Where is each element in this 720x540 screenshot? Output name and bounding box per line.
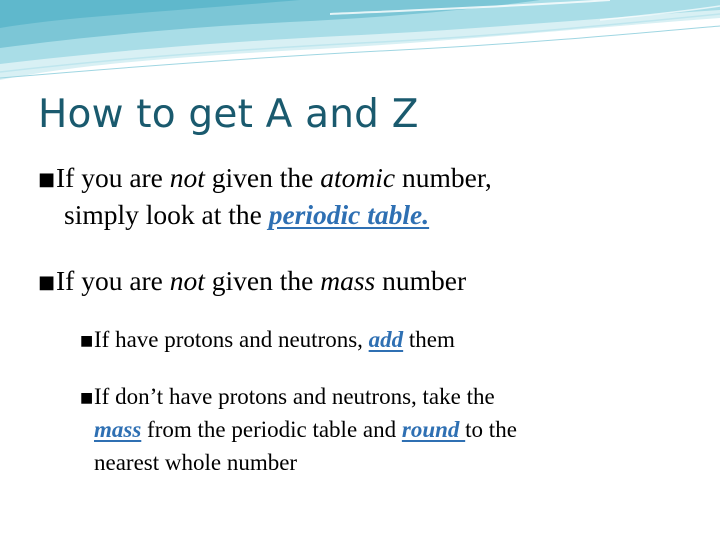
sub-bullet-text: nearest whole number xyxy=(94,450,298,475)
sub-bullet-text: If have protons and neutrons, xyxy=(94,327,369,352)
sub-bullet-text: them xyxy=(403,327,455,352)
mass-link[interactable]: mass xyxy=(94,417,142,442)
sub-bullet-text: If don’t have protons and neutrons, take the xyxy=(94,384,495,409)
bullet-text: simply look at the xyxy=(64,199,269,230)
sub-bullet-add xyxy=(80,323,455,358)
bullet-square-icon: ■ xyxy=(38,271,56,293)
bullet-text: If you are xyxy=(56,162,170,193)
sub-bullet-round-line2 xyxy=(94,413,517,446)
header-wave-decoration xyxy=(0,0,720,90)
bullet-atomic-number-line2 xyxy=(64,198,429,232)
sub-bullet-text: to the xyxy=(465,417,517,442)
bullet-text: number, xyxy=(395,162,492,193)
bullet-square-icon: ■ xyxy=(38,168,56,190)
periodic-table-link[interactable]: periodic table. xyxy=(268,199,430,230)
bullet-mass-number xyxy=(38,264,466,300)
bullet-text: given the xyxy=(204,265,321,296)
bullet-text: If you are xyxy=(56,265,170,296)
emphasis-atomic: atomic xyxy=(320,162,396,193)
slide-title: How to get A and Z xyxy=(38,92,419,137)
bullet-text: number xyxy=(375,265,467,296)
emphasis-mass: mass xyxy=(320,265,376,296)
sub-bullet-round xyxy=(80,380,495,415)
add-link[interactable]: add xyxy=(368,327,404,352)
bullet-atomic-number xyxy=(38,161,492,197)
sub-bullet-round-line3 xyxy=(94,446,297,479)
sub-bullet-text: from the periodic table and xyxy=(141,417,402,442)
round-link[interactable]: round xyxy=(401,417,466,442)
sub-bullet-square-icon: ■ xyxy=(80,333,94,350)
emphasis-not: not xyxy=(169,162,205,193)
sub-bullet-square-icon: ■ xyxy=(80,390,94,407)
emphasis-not: not xyxy=(169,265,205,296)
bullet-text: given the xyxy=(204,162,321,193)
